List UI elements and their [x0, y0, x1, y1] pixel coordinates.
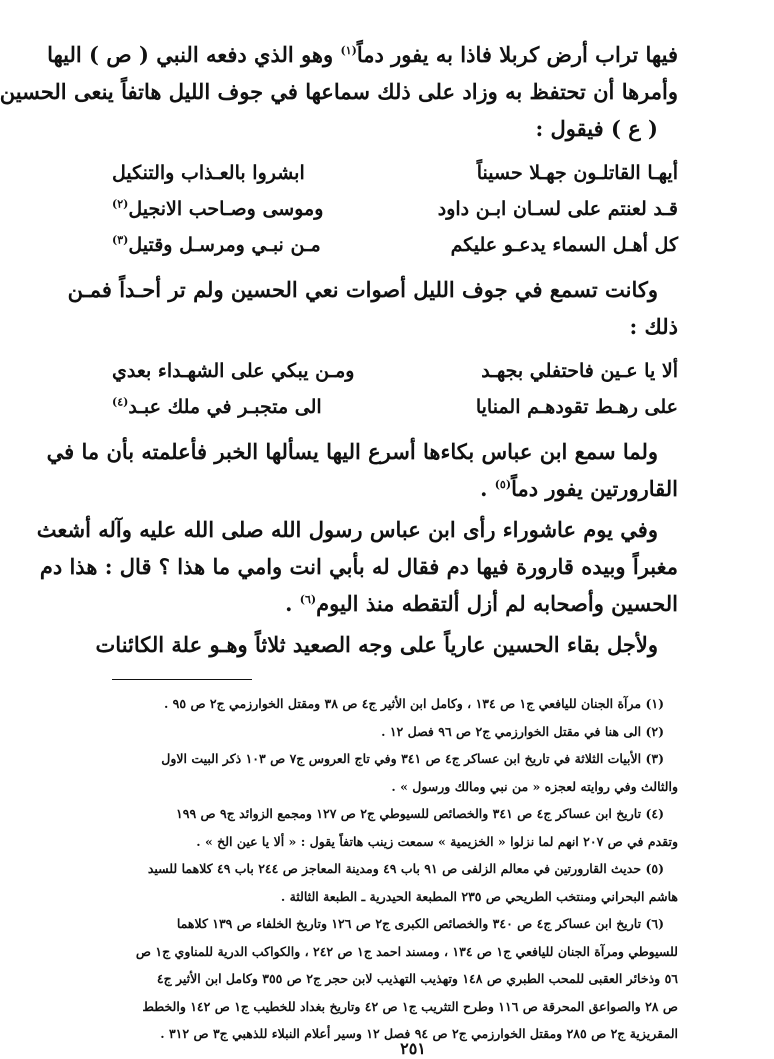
verse: [112, 227, 678, 263]
footnote-5: (٥) حديث القارورتين في معالم الزلفى ص ٩١ باب ٤٩ ومدينة المعاجز ص ٢٤٤ باب ٤٩ كلاهما للسيد: [147, 861, 664, 876]
para3-line2: القارورتين يفور دماً$^{(٥)}$ .: [480, 476, 678, 501]
para2-line1: وكانت تسمع في جوف الليل أصوات نعي الحسين ولم تر أحـداً فمـن: [67, 277, 658, 302]
footnote-6-cont: للسيوطي ومرآة الجنان لليافعي ج١ ص ١٣٤ ، ومسند احمد ج١ ص ٢٤٢ ، والكواكب الدرية للمناوي ج١ ص: [135, 943, 678, 959]
para4-line1: وفي يوم عاشوراء رأى ابن عباس رسول الله صلى الله عليه وآله أشعث: [36, 517, 658, 542]
footnote-ref-1: (١): [340, 44, 357, 57]
verse-second-hemistich: ابشروا بالعـذاب والتنكيل: [112, 162, 305, 184]
verse: [112, 389, 678, 425]
footnote-6-cont: ص ٢٨ والصواعق المحرقة ص ١١٦ وطرح التثريب ج١ ص ٤٢ وتاريخ بغداد للخطيب ج١ ص ١٤٢ والخطط: [142, 998, 678, 1014]
verse-second-hemistich: مـن نبـي ومرسـل وقتيل$^{(٣)}$: [112, 233, 321, 256]
footnote-2: (٢) الى هنا في مقتل الخوارزمي ج٢ ص ٩٦ فصل ١٢ .: [381, 723, 664, 739]
footnotes: [112, 690, 678, 1048]
para5-line1: ولأجل بقاء الحسين عارياً على وجه الصعيد ثلاثاً وهـو علة الكائنات: [95, 632, 658, 657]
footnote-divider: [112, 679, 252, 680]
footnote-4-cont: وتقدم في ص ٢٠٧ انهم لما نزلوا « الخزيمية » سمعت زينب هاتفاً يقول : « ألا يا عين الخ » .: [196, 833, 678, 849]
footnote-ref-4: (٤): [112, 395, 129, 409]
verse-second-hemistich: الى متجبـر في ملك عبـد$^{(٤)}$: [112, 395, 322, 418]
footnote-ref-6: (٦): [299, 593, 317, 606]
verse: [112, 353, 678, 389]
footnote-3: (٣) الأبيات الثلاثة في تاريخ ابن عساكر ج٤ ص ٣٤١ وفي تاج العروس ج٧ ص ١٠٣ ذكر البيت الاول: [161, 751, 664, 766]
para1-line3: ( ع ) فيقول :: [535, 116, 658, 141]
para4-line2: مغبراً وبيده قارورة فيها دم فقال له بأبي انت وامي ما هذا ؟ قال : هذا دم: [39, 554, 678, 579]
verse-first-hemistich: أيهـا القاتلـون جهـلا حسيناً: [476, 162, 678, 184]
poem-1: [112, 155, 678, 263]
footnote-ref-3: (٣): [112, 233, 129, 247]
footnote-ref-5: (٥): [494, 478, 512, 491]
footnote-3-cont: والثالث وفي روايته لعجزه « من نبي ومالك ورسول » .: [391, 778, 678, 794]
footnote-4: (٤) تاريخ ابن عساكر ج٤ ص ٣٤١ والخصائص للسيوطي ج٢ ص ١٢٧ ومجمع الزوائد ج٩ ص ١٩٩: [176, 806, 664, 821]
footnote-6: (٦) تاريخ ابن عساكر ج٤ ص ٣٤٠ والخصائص الكبرى ج٢ ص ١٢٦ وتاريخ الخلفاء ص ١٣٩ كلاهما: [176, 916, 664, 931]
para3-line1: ولما سمع ابن عباس بكاءها أسرع اليها يسألها الخبر فأعلمته بأن ما في: [46, 439, 658, 464]
poem-2: [112, 353, 678, 425]
para4-line3: الحسين وأصحابه لم أزل ألتقطه منذ اليوم$^{(٦)}$ .: [285, 591, 678, 616]
para2-line2: ذلك :: [629, 314, 678, 339]
verse-first-hemistich: ألا يا عـين فاحتفلي بجهـد: [481, 360, 678, 382]
footnote-6-cont: ٥٦ وذخائر العقبى للمحب الطبري ص ١٤٨ وتهذيب التهذيب لابن حجر ج٢ ص ٣٥٥ وكامل ابن الأثير ج٤: [156, 971, 678, 986]
para1-line1: فيها تراب أرض كربلا فاذا به يفور دماً$^{(١)}$ وهو الذي دفعه النبي ( ص ) اليها: [47, 42, 678, 67]
verse-second-hemistich: ومـن يبكي على الشهـداء بعدي: [112, 360, 355, 382]
verse-second-hemistich: وموسى وصـاحب الانجيل$^{(٢)}$: [112, 197, 324, 220]
para1-line2: وأمرها أن تحتفظ به وزاد على ذلك سماعها في جوف الليل هاتفاً ينعى الحسين: [0, 79, 678, 104]
page-number: ٢٥١: [400, 1039, 426, 1058]
footnote-1: (١) مرآة الجنان لليافعي ج١ ص ١٣٤ ، وكامل ابن الأثير ج٤ ص ٣٨ ومقتل الخوارزمي ج٢ ص ٩٥ .: [163, 696, 664, 711]
footnote-6-cont: المقريزية ج٢ ص ٢٨٥ ومقتل الخوارزمي ج٢ ص ٩٤ فصل ١٢ وسير أعلام النبلاء للذهبي ج٣ ص ٣١٢ .: [160, 1026, 678, 1041]
verse: [112, 155, 678, 191]
verse: [112, 191, 678, 227]
footnote-5-cont: هاشم البحراني ومنتخب الطريحي ص ٢٣٥ المطبعة الحيدرية ـ الطبعة الثالثة .: [280, 888, 678, 904]
verse-first-hemistich: على رهـط تقودهـم المنايا: [475, 396, 678, 418]
verse-first-hemistich: قـد لعنتم على لسـان ابـن داود: [437, 198, 678, 220]
page-body: [0, 36, 678, 1048]
verse-first-hemistich: كل أهـل السماء يدعـو عليكم: [450, 234, 678, 256]
footnote-ref-2: (٢): [112, 197, 129, 211]
